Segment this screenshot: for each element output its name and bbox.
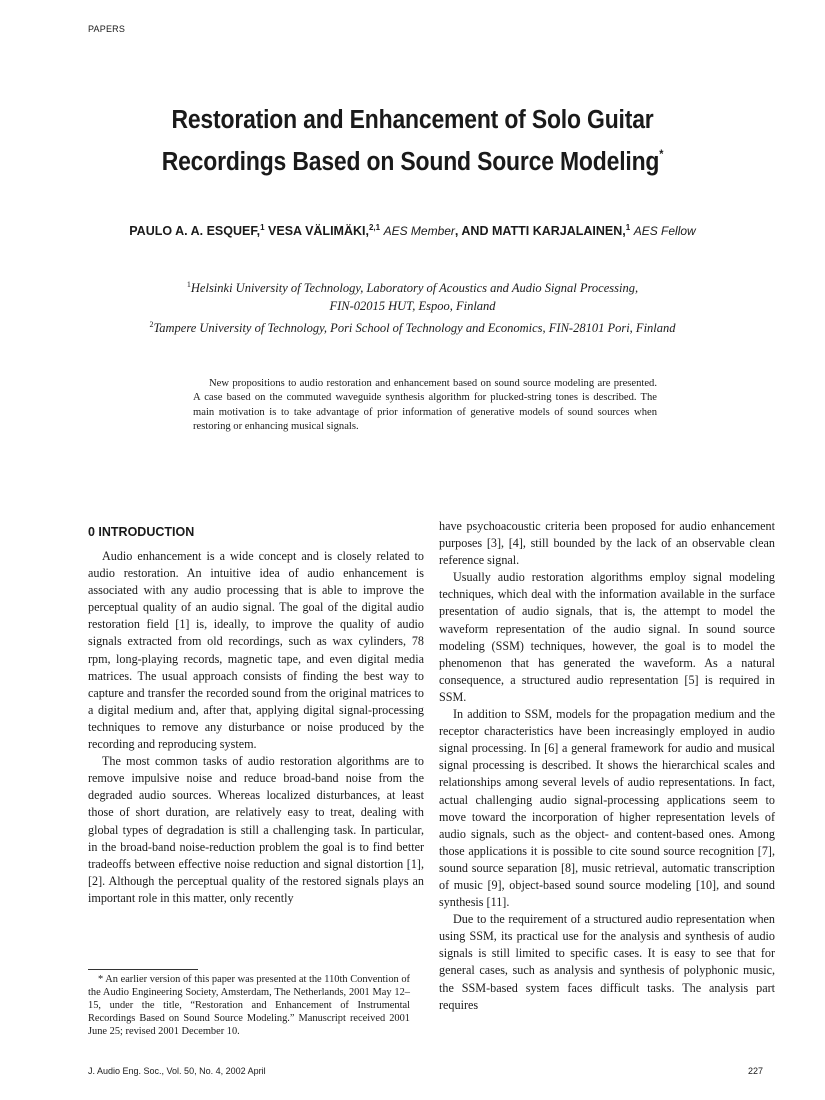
- title-line-1: Restoration and Enhancement of Solo Guitar: [171, 106, 654, 134]
- author-3-name: MATTI KARJALAINEN,: [491, 224, 626, 238]
- author-2-name: VESA VÄLIMÄKI,: [268, 224, 369, 238]
- paragraph: Audio enhancement is a wide concept and is closely related to audio restoration. An intuitive idea of audio enhancement is associated with any audio processing that is able to improve the perceptual quality of an audio signal. The goal of the digital audio restoration field [1] is, ideally, to improve the quality of audio signals extracted from old recordings, such as wax cylinders, 78 rpm, long-playing records, magnetic tape, and even digital media matrices. The usual approach consists of finding the best way to capture and transfer the recorded sound from the original matrices to a digital medium and, after that, applying digital signal-processing techniques to remove any disturbance or noise produced by the recording and reproducing system.: [88, 549, 424, 752]
- author-2-affil: 2,1: [368, 223, 381, 232]
- journal-citation: J. Audio Eng. Soc., Vol. 50, No. 4, 2002 April: [88, 1066, 266, 1076]
- body-column-right: [439, 518, 775, 1014]
- paragraph: Usually audio restoration algorithms employ signal modeling techniques, which deal with the information available in the surface presentation of audio signals, that is, the attempt to model the waveform representation of the audio signal. In sound source modeling (SSM) techniques, however, the goal is to model the phenomenon that has generated the waveform. As a natural consequence, a structured audio representation [5] is required in SSM.: [439, 570, 775, 704]
- abstract: [193, 377, 657, 435]
- abstract-text: New propositions to audio restoration and enhancement based on sound source modeling are presented. A case based on the commuted waveguide synthesis algorithm for plucked-string tones is described. The main motivation is to take advantage of prior information of generative models of sound sources when restoring or enhancing musical signals.: [193, 378, 657, 433]
- affiliation-1-line-2: FIN-02015 HUT, Espoo, Finland: [329, 299, 496, 313]
- footnote-divider: [88, 969, 198, 970]
- affiliation-1-line-1: Helsinki University of Technology, Laboratory of Acoustics and Audio Signal Processing,: [190, 281, 639, 295]
- running-head: PAPERS: [88, 24, 126, 34]
- paragraph: have psychoacoustic criteria been proposed for audio enhancement purposes [3], [4], still bounded by the lack of an observable clean reference signal.: [439, 519, 775, 568]
- footnote-text: * An earlier version of this paper was presented at the 110th Convention of the Audio Engineering Society, Amsterdam, The Netherlands, 2001 May 12–15, under the title, “Restoration and Enhancement of Instrumental Recordings Based on Sound Source Modeling.” Manuscript received 2001 June 25; revised 2001 December 10.: [88, 974, 410, 1037]
- body-column-left: [88, 518, 424, 907]
- page-number: 227: [747, 1066, 763, 1076]
- footnote: [88, 974, 410, 1039]
- author-1-affil: 1: [260, 223, 265, 232]
- author-1-name: PAULO A. A. ESQUEF,: [129, 224, 261, 238]
- affiliation-2: [40, 316, 785, 337]
- affiliation-1-mark: 1: [186, 280, 191, 289]
- paragraph: Due to the requirement of a structured audio representation when using SSM, its practical use for the analysis and synthesis of audio signals is still limited to specific cases. It is easy to see that for general cases, such as analysis and synthesis of polyphonic music, the SSM-based system faces difficult tasks. The analysis part requires: [439, 912, 775, 1012]
- title-line-2: Recordings Based on Sound Source Modeling: [161, 148, 660, 176]
- affiliation-2-line-1: Tampere University of Technology, Pori School of Technology and Economics, FIN-28101 Pori, Finland: [153, 321, 676, 335]
- title-footnote-mark: *: [659, 147, 664, 161]
- author-2-role: AES Member: [383, 224, 455, 238]
- section-heading: 0 INTRODUCTION: [88, 525, 195, 539]
- paragraph: The most common tasks of audio restoration algorithms are to remove impulsive noise and reduce broad-band noise from the degraded audio sources. Whereas localized disturbances, at least those of short duration, are relatively easy to treat, dealing with global types of degradation is still a challenging task. In particular, in the broad-band noise-reduction problem the goal is to find better tradeoffs between effective noise reduction and signal distortion [1], [2]. Although the perceptual quality of the restored signals plays an important role in this matter, only recently: [88, 754, 424, 905]
- paragraph: In addition to SSM, models for the propagation medium and the receptor characteristics have been increasingly employed in audio signal processing. In [6] a general framework for audio and musical signal processing is described. It shows the hierarchical scales and relationships among several levels of audio representations. In fact, actual challenging audio signal-processing applications seem to move toward the incorporation of higher representation levels of audio signals, such as the object- and content-based ones. Among those applications it is possible to cite sound source recognition [7], sound source separation [8], music retrieval, automatic transcription of music [9], object-based sound source modeling [10], and sound synthesis [11].: [439, 707, 775, 910]
- paper-title: [95, 103, 730, 179]
- affiliation-1: [40, 276, 785, 315]
- author-conjunction: , AND: [454, 224, 492, 238]
- author-line: [40, 223, 785, 238]
- author-3-role: AES Fellow: [633, 224, 696, 238]
- author-3-affil: 1: [625, 223, 631, 232]
- affiliation-2-mark: 2: [149, 320, 154, 329]
